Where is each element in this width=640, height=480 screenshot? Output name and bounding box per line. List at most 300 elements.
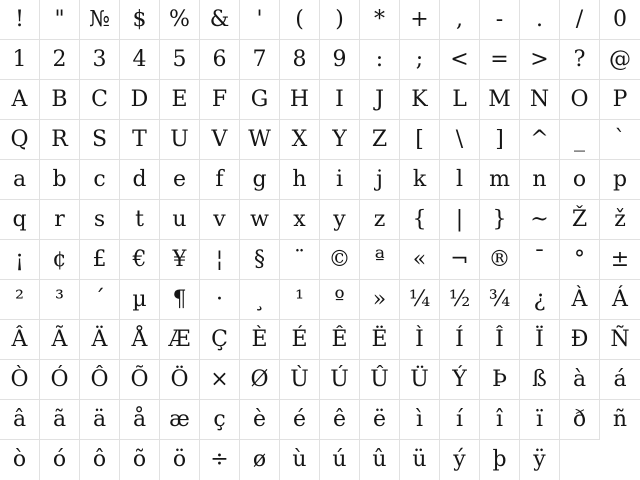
glyph-cell[interactable]	[280, 360, 320, 400]
glyph-cell[interactable]	[120, 360, 160, 400]
glyph-cell[interactable]	[200, 360, 240, 400]
glyph-cell[interactable]	[80, 320, 120, 360]
glyph: №	[89, 6, 110, 32]
glyph: S	[91, 126, 108, 152]
glyph-cell[interactable]	[480, 360, 520, 400]
glyph: o	[572, 166, 587, 192]
glyph: ´	[94, 286, 105, 312]
glyph-cell[interactable]	[440, 80, 480, 120]
glyph: Ç	[211, 326, 228, 352]
glyph-cell[interactable]	[360, 120, 400, 160]
glyph-cell[interactable]	[600, 200, 640, 240]
glyph: î	[495, 406, 504, 432]
glyph: Ý	[452, 366, 467, 392]
glyph-cell[interactable]	[360, 80, 400, 120]
glyph-cell[interactable]	[440, 0, 480, 40]
glyph-cell[interactable]	[480, 80, 520, 120]
glyph: 8	[292, 46, 307, 72]
glyph: ß	[532, 366, 547, 392]
glyph-cell[interactable]	[280, 280, 320, 320]
glyph: ¼	[408, 286, 431, 312]
glyph-cell[interactable]	[0, 320, 40, 360]
glyph-cell[interactable]	[200, 80, 240, 120]
glyph: ø	[252, 447, 267, 472]
glyph-cell[interactable]	[320, 400, 360, 440]
glyph-cell[interactable]	[400, 360, 440, 400]
glyph: ¯	[534, 246, 545, 272]
glyph: m	[489, 166, 510, 192]
glyph-cell[interactable]	[240, 40, 280, 80]
glyph-cell[interactable]	[280, 80, 320, 120]
glyph-cell[interactable]	[120, 40, 160, 80]
glyph-cell[interactable]	[0, 240, 40, 280]
glyph: !	[15, 6, 24, 32]
glyph-cell[interactable]	[600, 0, 640, 40]
glyph-cell[interactable]	[520, 240, 560, 280]
glyph-cell[interactable]	[600, 360, 640, 400]
glyph: s	[93, 206, 106, 232]
glyph-cell[interactable]	[320, 440, 360, 480]
glyph-cell[interactable]	[280, 160, 320, 200]
glyph-cell[interactable]	[240, 160, 280, 200]
glyph-cell[interactable]	[560, 360, 600, 400]
glyph-cell[interactable]	[360, 40, 400, 80]
glyph-cell[interactable]	[160, 320, 200, 360]
glyph-cell[interactable]	[40, 160, 80, 200]
glyph-cell[interactable]	[360, 0, 400, 40]
glyph: ¦	[215, 246, 224, 272]
glyph: H	[289, 86, 310, 112]
glyph-cell[interactable]	[40, 240, 80, 280]
glyph: Ì	[415, 326, 424, 352]
glyph-cell[interactable]	[600, 160, 640, 200]
glyph: 7	[252, 46, 267, 72]
glyph: Ä	[91, 326, 108, 352]
glyph: É	[291, 326, 308, 352]
glyph: Ã	[51, 326, 68, 352]
glyph: »	[372, 286, 387, 312]
glyph: õ	[132, 447, 147, 472]
glyph: ,	[456, 6, 463, 32]
glyph-cell[interactable]	[40, 0, 80, 40]
glyph-cell[interactable]	[480, 120, 520, 160]
glyph-cell[interactable]	[400, 0, 440, 40]
glyph: à	[572, 366, 587, 392]
glyph-cell[interactable]	[480, 240, 520, 280]
glyph-cell[interactable]	[80, 360, 120, 400]
glyph: Å	[131, 326, 148, 352]
glyph-cell[interactable]	[40, 400, 80, 440]
glyph-cell[interactable]	[560, 200, 600, 240]
glyph-cell[interactable]	[80, 440, 120, 480]
glyph: Æ	[168, 326, 191, 352]
glyph-cell[interactable]	[0, 200, 40, 240]
glyph-cell[interactable]	[0, 440, 40, 480]
glyph-cell[interactable]	[280, 440, 320, 480]
glyph: e	[172, 166, 187, 192]
glyph: ä	[92, 406, 107, 432]
glyph: Í	[455, 326, 464, 352]
glyph: ¶	[172, 286, 187, 312]
glyph: M	[488, 86, 511, 112]
glyph: Ê	[331, 326, 348, 352]
glyph-cell[interactable]	[280, 0, 320, 40]
glyph-cell[interactable]	[240, 0, 280, 40]
glyph-cell[interactable]	[240, 120, 280, 160]
glyph: |	[455, 206, 464, 232]
glyph-cell[interactable]	[320, 200, 360, 240]
glyph-cell[interactable]	[440, 40, 480, 80]
glyph-cell[interactable]	[40, 200, 80, 240]
glyph-cell[interactable]	[360, 200, 400, 240]
glyph-cell[interactable]	[0, 40, 40, 80]
glyph-cell[interactable]	[280, 40, 320, 80]
glyph-cell[interactable]	[440, 120, 480, 160]
glyph: h	[292, 166, 307, 192]
glyph-cell[interactable]	[400, 160, 440, 200]
glyph: í	[455, 406, 464, 432]
glyph-cell[interactable]	[200, 440, 240, 480]
glyph-cell[interactable]	[520, 80, 560, 120]
glyph-cell[interactable]	[400, 200, 440, 240]
glyph-cell[interactable]	[480, 400, 520, 440]
glyph-cell[interactable]	[440, 280, 480, 320]
glyph: Î	[495, 326, 504, 352]
glyph-cell[interactable]	[0, 400, 40, 440]
glyph-cell[interactable]	[560, 400, 600, 440]
glyph: Ø	[250, 366, 269, 392]
glyph-cell[interactable]	[400, 280, 440, 320]
glyph: }	[492, 206, 507, 232]
glyph: ½	[448, 286, 471, 312]
glyph: Ð	[570, 326, 589, 352]
glyph: ö	[172, 447, 187, 472]
glyph: F	[211, 86, 228, 112]
glyph: E	[171, 86, 188, 112]
glyph-cell[interactable]	[400, 40, 440, 80]
glyph-cell[interactable]	[320, 320, 360, 360]
glyph-cell[interactable]	[120, 320, 160, 360]
glyph: O	[570, 86, 589, 112]
glyph: Y	[332, 126, 347, 152]
glyph-cell[interactable]	[80, 120, 120, 160]
glyph-cell[interactable]	[120, 160, 160, 200]
glyph: t	[135, 206, 144, 232]
glyph: ¾	[488, 286, 511, 312]
glyph-cell[interactable]	[40, 320, 80, 360]
glyph: W	[248, 126, 271, 152]
glyph: ¢	[52, 246, 67, 272]
glyph: Á	[612, 286, 628, 312]
glyph: ¹	[295, 286, 304, 312]
glyph-cell[interactable]	[480, 440, 520, 480]
glyph-cell[interactable]	[0, 160, 40, 200]
glyph-cell[interactable]	[600, 120, 640, 160]
glyph-cell[interactable]	[440, 160, 480, 200]
glyph: ê	[332, 406, 347, 432]
glyph-cell[interactable]	[240, 80, 280, 120]
glyph-cell[interactable]	[160, 440, 200, 480]
glyph-cell[interactable]	[440, 400, 480, 440]
glyph-cell[interactable]	[120, 80, 160, 120]
glyph: @	[609, 46, 631, 72]
glyph-cell[interactable]	[320, 240, 360, 280]
glyph: l	[455, 166, 464, 192]
glyph: ó	[52, 447, 67, 472]
glyph-cell[interactable]	[600, 40, 640, 80]
glyph-cell[interactable]	[0, 120, 40, 160]
glyph: Ô	[90, 366, 109, 392]
glyph-cell[interactable]	[560, 240, 600, 280]
glyph-cell[interactable]	[0, 0, 40, 40]
glyph-cell[interactable]	[240, 200, 280, 240]
glyph: R	[51, 126, 68, 152]
glyph: I	[335, 86, 344, 112]
glyph-cell[interactable]	[240, 320, 280, 360]
glyph: Ù	[290, 366, 309, 392]
glyph-cell[interactable]	[400, 400, 440, 440]
glyph: «	[412, 246, 427, 272]
glyph-cell[interactable]	[600, 280, 640, 320]
glyph-cell[interactable]	[40, 440, 80, 480]
glyph-cell[interactable]	[200, 120, 240, 160]
glyph-cell[interactable]	[160, 240, 200, 280]
glyph-cell[interactable]	[560, 40, 600, 80]
glyph: £	[92, 246, 107, 272]
glyph-cell[interactable]	[400, 120, 440, 160]
glyph-cell[interactable]	[520, 200, 560, 240]
glyph-cell[interactable]	[160, 160, 200, 200]
glyph: V	[211, 126, 228, 152]
glyph-cell[interactable]	[120, 280, 160, 320]
glyph-cell[interactable]	[240, 440, 280, 480]
glyph: K	[411, 86, 428, 112]
glyph-cell[interactable]	[240, 280, 280, 320]
glyph-cell[interactable]	[480, 320, 520, 360]
glyph-cell[interactable]	[160, 400, 200, 440]
glyph-cell[interactable]	[320, 0, 360, 40]
glyph-cell[interactable]	[520, 400, 560, 440]
glyph-cell[interactable]	[520, 0, 560, 40]
glyph: Þ	[492, 366, 507, 392]
glyph-cell[interactable]	[480, 0, 520, 40]
glyph-cell[interactable]	[120, 400, 160, 440]
glyph-cell[interactable]	[320, 360, 360, 400]
glyph: i	[335, 166, 344, 192]
glyph-cell[interactable]	[200, 200, 240, 240]
glyph-cell[interactable]	[240, 400, 280, 440]
glyph-cell[interactable]	[600, 240, 640, 280]
glyph: -	[495, 6, 504, 32]
glyph-cell[interactable]	[120, 200, 160, 240]
glyph-cell[interactable]	[320, 40, 360, 80]
glyph-cell[interactable]	[520, 360, 560, 400]
glyph: =	[490, 46, 509, 72]
glyph-cell[interactable]	[80, 80, 120, 120]
glyph: þ	[492, 447, 507, 472]
glyph-cell[interactable]	[200, 280, 240, 320]
glyph-cell[interactable]	[320, 80, 360, 120]
glyph-cell[interactable]	[360, 360, 400, 400]
glyph-cell[interactable]	[80, 0, 120, 40]
glyph-cell[interactable]	[80, 40, 120, 80]
glyph-cell[interactable]	[280, 120, 320, 160]
glyph-cell[interactable]	[480, 160, 520, 200]
glyph: â	[12, 406, 27, 432]
glyph-cell[interactable]	[480, 40, 520, 80]
glyph-cell[interactable]	[360, 400, 400, 440]
glyph-cell[interactable]	[520, 160, 560, 200]
glyph: P	[612, 86, 628, 112]
glyph-cell[interactable]	[440, 360, 480, 400]
glyph-cell[interactable]	[240, 360, 280, 400]
glyph: _	[574, 126, 585, 152]
glyph: /	[575, 6, 584, 32]
glyph-cell[interactable]	[160, 40, 200, 80]
glyph: °	[574, 246, 585, 272]
glyph-cell[interactable]	[360, 240, 400, 280]
glyph: B	[51, 86, 68, 112]
glyph-cell[interactable]	[400, 240, 440, 280]
glyph: b	[52, 166, 67, 192]
glyph: 9	[332, 46, 347, 72]
glyph-cell[interactable]	[320, 120, 360, 160]
empty-cell	[600, 440, 640, 480]
glyph-cell[interactable]	[440, 320, 480, 360]
glyph-cell[interactable]	[360, 440, 400, 480]
glyph: Ö	[170, 366, 189, 392]
glyph-cell[interactable]	[600, 400, 640, 440]
glyph: ^	[530, 126, 549, 152]
glyph-cell[interactable]	[560, 0, 600, 40]
glyph-cell[interactable]	[40, 40, 80, 80]
glyph-cell[interactable]	[480, 200, 520, 240]
glyph-cell[interactable]	[600, 320, 640, 360]
glyph: æ	[169, 406, 190, 432]
glyph: ã	[52, 406, 67, 432]
glyph: [	[415, 126, 424, 152]
glyph-cell[interactable]	[160, 120, 200, 160]
glyph-cell[interactable]	[400, 440, 440, 480]
glyph-cell[interactable]	[80, 400, 120, 440]
glyph: ò	[12, 447, 27, 472]
glyph: º	[334, 286, 345, 312]
glyph-cell[interactable]	[280, 320, 320, 360]
glyph-cell[interactable]	[200, 320, 240, 360]
glyph-cell[interactable]	[360, 160, 400, 200]
glyph-cell[interactable]	[0, 360, 40, 400]
glyph-cell[interactable]	[360, 280, 400, 320]
glyph-cell[interactable]	[520, 40, 560, 80]
glyph-cell[interactable]	[520, 280, 560, 320]
glyph: 4	[132, 46, 147, 72]
glyph: L	[452, 86, 467, 112]
glyph: ì	[415, 406, 424, 432]
glyph: Ò	[10, 366, 29, 392]
glyph: (	[295, 6, 304, 32]
glyph-cell[interactable]	[200, 0, 240, 40]
glyph-cell[interactable]	[0, 80, 40, 120]
glyph-cell[interactable]	[40, 360, 80, 400]
glyph-cell[interactable]	[120, 240, 160, 280]
glyph: w	[250, 206, 269, 232]
empty-cell	[560, 440, 600, 480]
glyph-cell[interactable]	[80, 200, 120, 240]
glyph: ©	[328, 246, 351, 272]
glyph-cell[interactable]	[200, 160, 240, 200]
glyph-cell[interactable]	[200, 40, 240, 80]
glyph: p	[612, 166, 628, 192]
glyph-cell[interactable]	[320, 160, 360, 200]
glyph-cell[interactable]	[280, 200, 320, 240]
glyph: ý	[453, 447, 466, 472]
glyph-cell[interactable]	[80, 280, 120, 320]
glyph-cell[interactable]	[120, 0, 160, 40]
glyph-cell[interactable]	[480, 280, 520, 320]
glyph-cell[interactable]	[40, 80, 80, 120]
glyph-cell[interactable]	[160, 80, 200, 120]
glyph-cell[interactable]	[80, 160, 120, 200]
glyph-cell[interactable]	[160, 0, 200, 40]
glyph-cell[interactable]	[520, 440, 560, 480]
glyph-cell[interactable]	[200, 240, 240, 280]
glyph-cell[interactable]	[120, 120, 160, 160]
glyph: û	[372, 447, 387, 472]
glyph-cell[interactable]	[80, 240, 120, 280]
glyph-cell[interactable]	[560, 160, 600, 200]
glyph-cell[interactable]	[200, 400, 240, 440]
glyph-cell[interactable]	[520, 120, 560, 160]
glyph: ]	[495, 126, 504, 152]
glyph-cell[interactable]	[280, 240, 320, 280]
glyph-cell[interactable]	[40, 120, 80, 160]
glyph: {	[412, 206, 427, 232]
glyph-cell[interactable]	[440, 200, 480, 240]
glyph-cell[interactable]	[40, 280, 80, 320]
glyph-cell[interactable]	[400, 320, 440, 360]
glyph-cell[interactable]	[0, 280, 40, 320]
glyph-cell[interactable]	[280, 400, 320, 440]
glyph: 3	[92, 46, 107, 72]
glyph-cell[interactable]	[160, 360, 200, 400]
glyph-cell[interactable]	[600, 80, 640, 120]
glyph-cell[interactable]	[560, 320, 600, 360]
glyph: 0	[613, 6, 627, 32]
glyph-cell[interactable]	[560, 120, 600, 160]
glyph-cell[interactable]	[320, 280, 360, 320]
glyph-cell[interactable]	[240, 240, 280, 280]
glyph: N	[529, 86, 550, 112]
glyph-cell[interactable]	[440, 240, 480, 280]
glyph-cell[interactable]	[160, 280, 200, 320]
glyph: f	[215, 166, 224, 192]
glyph: U	[170, 126, 189, 152]
glyph-cell[interactable]	[520, 320, 560, 360]
glyph-cell[interactable]	[440, 440, 480, 480]
glyph-cell[interactable]	[160, 200, 200, 240]
glyph-cell[interactable]	[560, 280, 600, 320]
glyph: À	[571, 286, 588, 312]
glyph: <	[450, 46, 469, 72]
glyph: ñ	[612, 407, 628, 432]
glyph-cell[interactable]	[560, 80, 600, 120]
glyph: >	[530, 46, 549, 72]
glyph-cell[interactable]	[400, 80, 440, 120]
glyph-cell[interactable]	[120, 440, 160, 480]
glyph-cell[interactable]	[360, 320, 400, 360]
glyph: T	[132, 126, 147, 152]
glyph: Z	[371, 126, 388, 152]
